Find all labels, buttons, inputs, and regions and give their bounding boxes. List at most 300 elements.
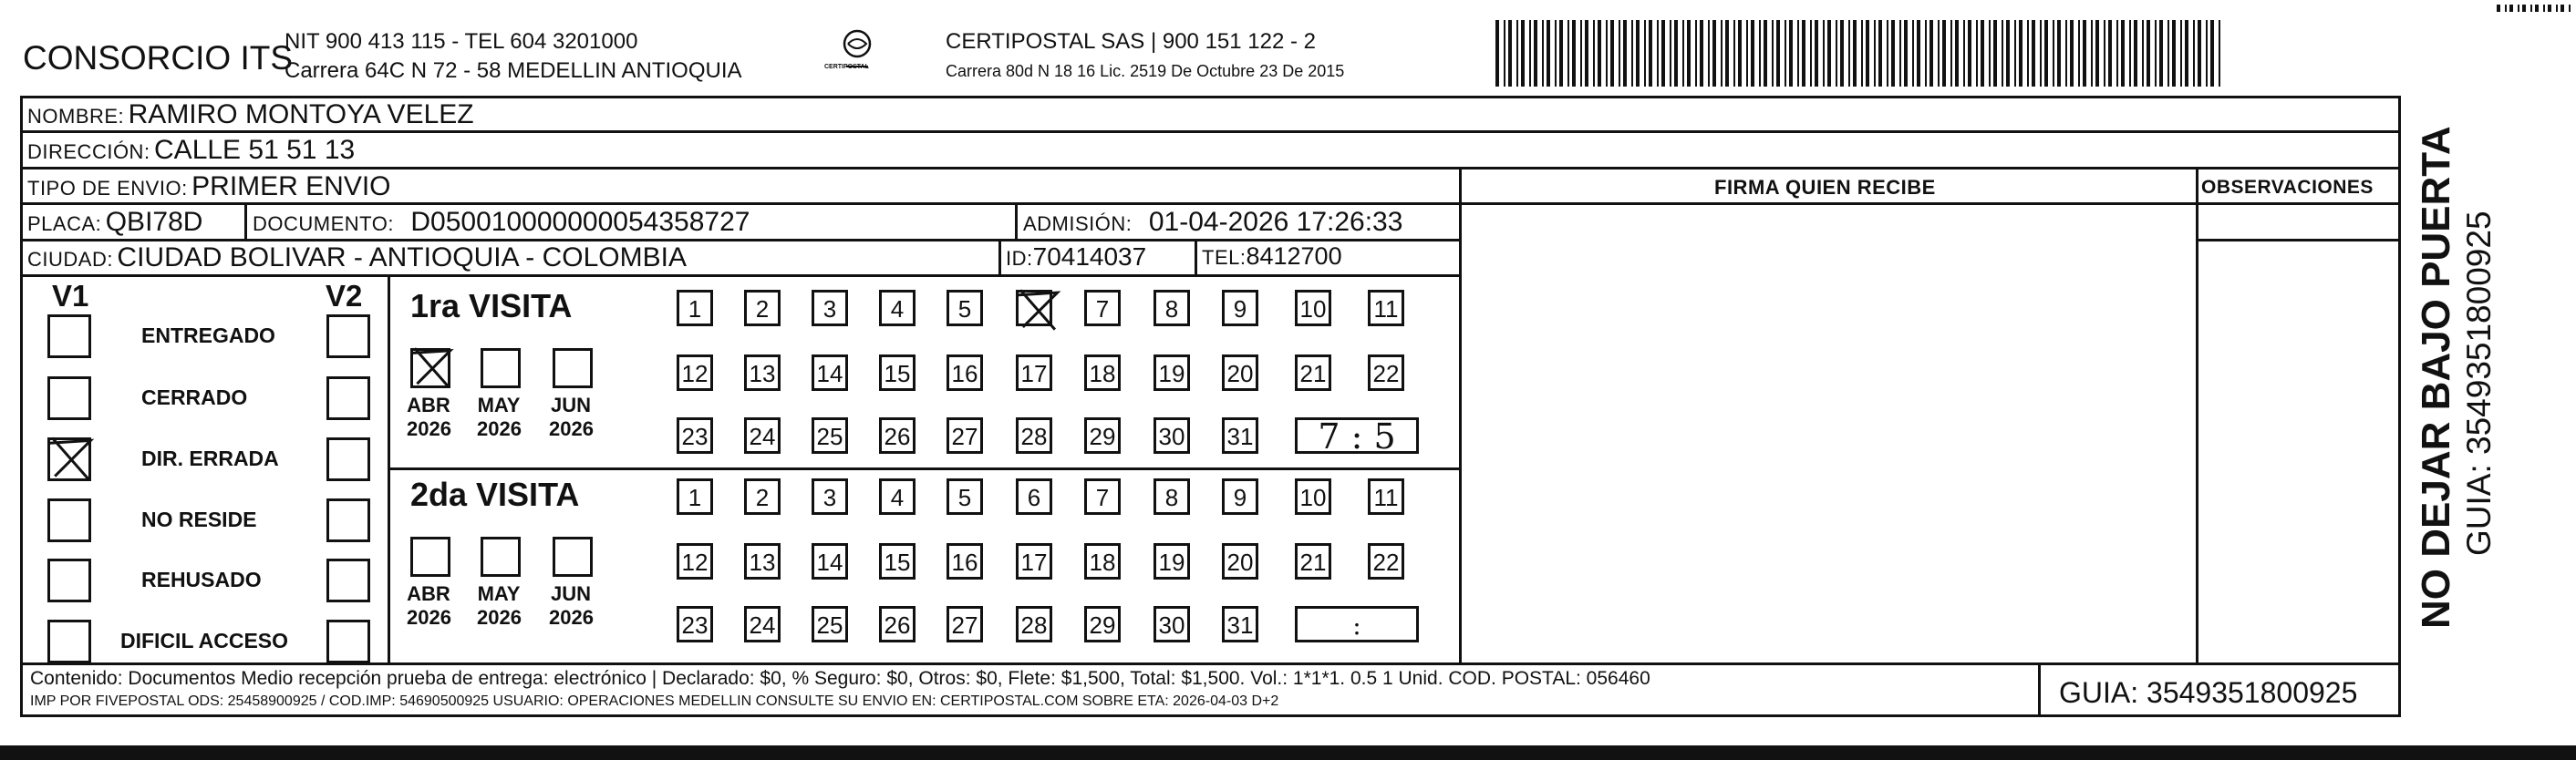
barcode-bar — [1968, 20, 1971, 87]
barcode-bar — [1981, 20, 1984, 87]
barcode-partial — [2497, 0, 2576, 7]
barcode-bar — [2057, 20, 2061, 87]
tipo-row — [27, 173, 391, 200]
status-v2-checkbox[interactable] — [326, 620, 370, 663]
direccion-row — [27, 137, 355, 164]
barcode-bar — [1751, 20, 1754, 87]
visit-day-number: 18 — [1089, 548, 1116, 576]
documento-value: D050010000000054358727 — [410, 207, 750, 237]
visit-day-number: 2 — [755, 483, 770, 511]
check-mark-icon — [408, 344, 455, 391]
barcode-bar — [1712, 20, 1716, 87]
certipostal-logo — [821, 27, 894, 77]
visit-day-box[interactable] — [812, 354, 848, 391]
visit-day-box[interactable] — [1084, 354, 1121, 391]
visit-day-number: 30 — [1158, 422, 1185, 450]
barcode-bar — [1670, 20, 1671, 87]
visit-day-box[interactable] — [1368, 478, 1404, 515]
visit-day-box[interactable] — [947, 606, 983, 642]
footer-line1: Contenido: Documentos Medio recepción prueba de entrega: electrónico | Declarado: $0, % Seguro: $0, Otros: $0, Flete: $1,500, Total: $1,500. Vol.: 1*1*1. 0.5 1 Unid. COD. POSTAL: 056460 — [30, 668, 1650, 689]
barcode-bar — [1529, 20, 1531, 87]
barcode-bar — [1721, 20, 1723, 87]
certipostal-name: CERTIPOSTAL SAS | 900 151 122 - 2 — [946, 29, 1316, 54]
barcode-bar — [1925, 20, 1927, 87]
barcode-bar — [2121, 20, 2125, 87]
bottom-edge — [0, 745, 2576, 760]
visit-day-box[interactable] — [1084, 478, 1121, 515]
barcode-bar — [1623, 20, 1627, 87]
barcode-bar — [1823, 20, 1825, 87]
barcode-bar — [2134, 20, 2137, 87]
visit-month-label: MAY 2026 — [477, 394, 522, 441]
barcode-bar — [1542, 20, 1544, 87]
visit-day-number: 24 — [749, 422, 776, 450]
barcode-bar — [1636, 20, 1640, 87]
visit-day-box[interactable] — [744, 606, 781, 642]
visit-day-box[interactable] — [677, 290, 713, 326]
visit-month-label: JUN 2026 — [549, 394, 594, 441]
visit-day-box[interactable] — [879, 290, 916, 326]
visit-month-label: ABR 2026 — [407, 582, 451, 630]
barcode-bar — [2044, 20, 2048, 87]
admision-label: ADMISIÓN: — [1023, 212, 1133, 235]
visit-day-number: 28 — [1020, 422, 1048, 450]
visit-day-box[interactable] — [1222, 354, 1258, 391]
barcode-bar — [1810, 20, 1812, 87]
visit-month-checkbox[interactable] — [481, 348, 521, 388]
barcode-bar — [1776, 20, 1780, 87]
visit-day-box[interactable] — [947, 543, 983, 580]
barcode-bar — [2193, 20, 2195, 87]
barcode-bar — [1495, 20, 1499, 87]
visit-day-box[interactable] — [677, 543, 713, 580]
status-v1-checkbox[interactable] — [47, 620, 91, 663]
barcode-bar — [1559, 20, 1563, 87]
barcode-bar — [2070, 20, 2074, 87]
visit-day-number: 26 — [884, 611, 911, 639]
id-value: 70414037 — [1032, 242, 1147, 271]
status-v2-checkbox[interactable] — [326, 376, 370, 420]
barcode-bar — [2014, 20, 2016, 87]
status-label: NO RESIDE — [141, 508, 257, 531]
visit-day-number: 27 — [951, 611, 978, 639]
visit-day-number: 8 — [1164, 294, 1179, 323]
visit-day-number: 10 — [1299, 483, 1327, 511]
tel-value: 8412700 — [1246, 242, 1342, 270]
visit-day-number: 19 — [1158, 548, 1185, 576]
visit-day-number: 30 — [1158, 611, 1185, 639]
barcode-bar — [2185, 20, 2188, 87]
visit-day-number: 20 — [1226, 548, 1254, 576]
status-v1-checkbox[interactable] — [47, 559, 91, 602]
visit-day-number: 11 — [1373, 483, 1399, 511]
barcode-bar — [1649, 20, 1652, 87]
barcode-bar — [2210, 20, 2214, 87]
visit-day-number: 22 — [1372, 548, 1400, 576]
visit-day-number: 16 — [951, 359, 978, 387]
visit-day-number: 5 — [957, 483, 972, 511]
barcode-bar — [1725, 20, 1729, 87]
barcode-bar — [2180, 20, 2182, 87]
check-mark-icon — [45, 433, 96, 484]
visit-day-number: 17 — [1020, 548, 1048, 576]
visit-day-box[interactable] — [1016, 606, 1052, 642]
side-guia: GUIA: 3549351800925 — [2460, 211, 2498, 556]
visit-day-number: 18 — [1089, 359, 1116, 387]
barcode-bar — [1912, 20, 1914, 87]
admision-value: 01-04-2026 17:26:33 — [1148, 207, 1403, 237]
visit-month-label: ABR 2026 — [407, 394, 451, 441]
tipo-label: TIPO DE ENVIO: — [27, 177, 188, 200]
nombre-row — [27, 101, 474, 128]
barcode-bar — [1534, 20, 1537, 87]
tipo-value: PRIMER ENVIO — [191, 171, 391, 201]
status-label: ENTREGADO — [141, 324, 275, 347]
visit-day-box[interactable] — [1222, 417, 1258, 454]
visit-day-box[interactable] — [677, 417, 713, 454]
visit-day-number: 2 — [755, 294, 770, 323]
visit-day-box[interactable] — [744, 478, 781, 515]
status-v1-checkbox[interactable] — [47, 437, 91, 481]
visit-day-number: 25 — [816, 422, 843, 450]
visit-day-number: 4 — [890, 294, 905, 323]
status-v2-checkbox[interactable] — [326, 498, 370, 542]
visit-day-number: 3 — [822, 483, 837, 511]
visit-day-box[interactable] — [1016, 417, 1052, 454]
barcode-bar — [1993, 20, 1997, 87]
v2-label: V2 — [326, 279, 363, 313]
visit-month-checkbox[interactable] — [410, 348, 450, 388]
barcode-bar — [1772, 20, 1774, 87]
visit-day-number: 27 — [951, 422, 978, 450]
visit-day-number: 20 — [1226, 359, 1254, 387]
barcode-bar — [2078, 20, 2080, 87]
barcode-bar — [1700, 20, 1703, 87]
barcode-bar — [1593, 20, 1595, 87]
barcode-bar — [2027, 20, 2029, 87]
logo-text: CERTIPOSTAL — [824, 64, 869, 70]
barcode-bar — [2095, 20, 2099, 87]
visit-day-box[interactable] — [1368, 354, 1404, 391]
visit-day-number: 28 — [1020, 611, 1048, 639]
company-address: Carrera 64C N 72 - 58 MEDELLIN ANTIOQUIA — [284, 58, 742, 83]
visit-day-box[interactable] — [1222, 478, 1258, 515]
direccion-value: CALLE 51 51 13 — [154, 135, 356, 165]
barcode-bar — [2104, 20, 2105, 87]
visit-day-box[interactable] — [879, 417, 916, 454]
visit-title: 2da VISITA — [410, 476, 580, 513]
visit-day-box[interactable] — [812, 478, 848, 515]
nombre-label: NOMBRE: — [27, 105, 125, 128]
visit-time-box[interactable]: 7 : 5 — [1295, 417, 1419, 454]
barcode-bar — [1567, 20, 1569, 87]
barcode-bar — [2530, 5, 2532, 12]
visit-day-box[interactable] — [1222, 606, 1258, 642]
barcode-bar — [1572, 20, 1576, 87]
status-v1-checkbox[interactable] — [47, 376, 91, 420]
barcode-bar — [1687, 20, 1691, 87]
visit-day-box[interactable] — [1154, 290, 1190, 326]
barcode-bar — [1504, 20, 1505, 87]
visit-day-box[interactable] — [879, 606, 916, 642]
observaciones-label: OBSERVACIONES — [2201, 177, 2374, 198]
visit-day-box[interactable] — [1154, 417, 1190, 454]
visit-day-number: 16 — [951, 548, 978, 576]
visit-day-box[interactable] — [1084, 290, 1121, 326]
check-mark-icon — [1013, 285, 1062, 334]
barcode-bar — [1661, 20, 1665, 87]
barcode-bar — [2108, 20, 2112, 87]
barcode-bar — [1657, 20, 1659, 87]
barcode-bar — [1963, 20, 1965, 87]
barcode-bar — [1606, 20, 1608, 87]
status-label: CERRADO — [141, 385, 248, 409]
visit-day-box[interactable] — [1222, 290, 1258, 326]
visit-day-number: 23 — [681, 611, 709, 639]
status-label: DIR. ERRADA — [141, 447, 279, 470]
barcode-bar — [2543, 5, 2545, 12]
visit-day-box[interactable] — [677, 354, 713, 391]
visit-day-number: 10 — [1299, 294, 1327, 323]
barcode-bar — [2535, 5, 2539, 12]
barcode-bar — [2518, 5, 2519, 12]
placa-row — [27, 209, 202, 236]
visit-day-box[interactable] — [812, 606, 848, 642]
barcode-bar — [1785, 20, 1786, 87]
status-v2-checkbox[interactable] — [326, 559, 370, 602]
barcode-bar — [1815, 20, 1818, 87]
barcode-bar — [1733, 20, 1735, 87]
barcode-bar — [1508, 20, 1512, 87]
ciudad-row — [27, 244, 687, 272]
v1-label: V1 — [52, 279, 89, 313]
visit-day-box[interactable] — [1295, 290, 1331, 326]
barcode-bar — [1738, 20, 1742, 87]
visit-day-box[interactable] — [812, 417, 848, 454]
barcode-bar — [1955, 20, 1959, 87]
barcode-bar — [1836, 20, 1837, 87]
visit-day-box[interactable] — [1154, 354, 1190, 391]
barcode-bar — [2505, 5, 2507, 12]
visit-day-number: 31 — [1226, 422, 1254, 450]
visit-day-box[interactable] — [947, 354, 983, 391]
firma-label: FIRMA QUIEN RECIBE — [1714, 176, 1936, 199]
placa-label: PLACA: — [27, 212, 102, 235]
barcode-bar — [2065, 20, 2067, 87]
id-label: ID: — [1006, 247, 1033, 270]
visit-day-number: 14 — [816, 359, 843, 387]
documento-label: DOCUMENTO: — [253, 212, 394, 235]
visit-month-checkbox[interactable] — [553, 348, 593, 388]
visit-day-number: 23 — [681, 422, 709, 450]
barcode-bar — [1695, 20, 1697, 87]
visit-day-box[interactable] — [744, 417, 781, 454]
barcode-bar — [1899, 20, 1901, 87]
barcode-bar — [1555, 20, 1557, 87]
visit-day-box[interactable] — [1016, 478, 1052, 515]
visit-day-box[interactable] — [947, 290, 983, 326]
visit-day-number: 25 — [816, 611, 843, 639]
visit-day-number: 12 — [681, 359, 709, 387]
barcode-bar — [1929, 20, 1933, 87]
barcode-bar — [1904, 20, 1908, 87]
barcode-bar — [2091, 20, 2093, 87]
visit-day-box[interactable] — [677, 478, 713, 515]
ciudad-label: CIUDAD: — [27, 248, 113, 271]
company-name: CONSORCIO ITS — [23, 39, 294, 77]
barcode-bar — [2083, 20, 2086, 87]
status-v1-checkbox[interactable] — [47, 314, 91, 358]
visit-day-number: 15 — [884, 359, 911, 387]
visit-day-box[interactable] — [1016, 290, 1052, 326]
visit-day-number: 24 — [749, 611, 776, 639]
visit-day-box[interactable] — [1295, 354, 1331, 391]
visit-day-box[interactable] — [1154, 543, 1190, 580]
visit-day-box[interactable] — [1016, 543, 1052, 580]
barcode-bar — [1580, 20, 1582, 87]
id-row — [1006, 244, 1146, 270]
barcode-bar — [1950, 20, 1952, 87]
barcode-bar — [2522, 5, 2526, 12]
visit-day-box[interactable] — [1084, 543, 1121, 580]
barcode-bar — [1682, 20, 1684, 87]
barcode-bar — [2198, 20, 2201, 87]
barcode-bar — [1644, 20, 1646, 87]
visit-day-box[interactable] — [812, 290, 848, 326]
barcode-bar — [1521, 20, 1525, 87]
documento-row — [253, 209, 750, 236]
status-v2-checkbox[interactable] — [326, 437, 370, 481]
visit-day-number: 11 — [1373, 294, 1399, 323]
barcode-bar — [1516, 20, 1518, 87]
visit-day-box[interactable] — [744, 543, 781, 580]
visit-day-number: 3 — [822, 294, 837, 323]
barcode-bar — [1585, 20, 1588, 87]
visit-day-number: 1 — [688, 294, 702, 323]
barcode-bar — [1764, 20, 1767, 87]
barcode-bar — [1891, 20, 1895, 87]
barcode-bar — [1861, 20, 1863, 87]
admision-row — [1023, 209, 1402, 236]
barcode-bar — [2219, 20, 2220, 87]
barcode-bar — [1631, 20, 1633, 87]
visit-day-number: 21 — [1299, 548, 1327, 576]
barcode-bar — [2019, 20, 2023, 87]
barcode-bar — [1619, 20, 1620, 87]
certipostal-address: Carrera 80d N 18 16 Lic. 2519 De Octubre 23 De 2015 — [946, 62, 1345, 80]
barcode-bar — [1797, 20, 1799, 87]
visit-day-box[interactable] — [1084, 606, 1121, 642]
visit-day-box[interactable] — [947, 417, 983, 454]
barcode-bar — [1887, 20, 1888, 87]
visit-day-box[interactable] — [744, 290, 781, 326]
barcode-bar — [1610, 20, 1614, 87]
tel-label: TEL: — [1202, 246, 1247, 269]
barcode-bar — [2040, 20, 2042, 87]
ciudad-value: CIUDAD BOLIVAR - ANTIOQUIA - COLOMBIA — [117, 242, 687, 272]
barcode-bar — [2006, 20, 2010, 87]
barcode-bar — [2159, 20, 2163, 87]
footer-guia: GUIA: 3549351800925 — [2059, 676, 2358, 709]
visit-day-box[interactable] — [1154, 478, 1190, 515]
company-nit-tel: NIT 900 413 115 - TEL 604 3201000 — [284, 29, 638, 54]
visit-day-number: 12 — [681, 548, 709, 576]
barcode-bar — [1547, 20, 1550, 87]
status-v2-checkbox[interactable] — [326, 314, 370, 358]
barcode-bar — [1866, 20, 1869, 87]
footer-line2: IMP POR FIVEPOSTAL ODS: 25458900925 / COD.IMP: 54690500925 USUARIO: OPERACIONES MEDELLIN CONSULTE SU ENVIO EN: CERTIPOSTAL.COM SOBRE ETA: 2026-04-03 D+2 — [30, 693, 1279, 709]
barcode-bar — [1942, 20, 1946, 87]
barcode — [1495, 20, 2225, 87]
barcode-bar — [2116, 20, 2118, 87]
nombre-value: RAMIRO MONTOYA VELEZ — [128, 99, 474, 129]
tel-row — [1202, 244, 1342, 269]
visit-day-box[interactable] — [1368, 543, 1404, 580]
direccion-label: DIRECCIÓN: — [27, 140, 150, 163]
visit-month-checkbox[interactable] — [410, 537, 450, 577]
visit-day-number: 9 — [1233, 483, 1247, 511]
visit-month-checkbox[interactable] — [553, 537, 593, 577]
visit-day-box[interactable] — [744, 354, 781, 391]
visit-day-number: 22 — [1372, 359, 1400, 387]
barcode-bar — [2167, 20, 2169, 87]
barcode-bar — [1827, 20, 1831, 87]
barcode-bar — [1598, 20, 1601, 87]
status-v1-checkbox[interactable] — [47, 498, 91, 542]
visit-day-number: 7 — [1095, 483, 1110, 511]
visit-day-box[interactable] — [1368, 290, 1404, 326]
barcode-bar — [2147, 20, 2150, 87]
barcode-bar — [1917, 20, 1920, 87]
barcode-bar — [1746, 20, 1748, 87]
visit-month-label: JUN 2026 — [549, 582, 594, 630]
visit-day-box[interactable] — [879, 354, 916, 391]
barcode-bar — [2497, 5, 2500, 12]
visit-day-number: 13 — [749, 548, 776, 576]
status-label: REHUSADO — [141, 568, 262, 591]
barcode-bar — [2129, 20, 2131, 87]
visit-day-number: 6 — [1027, 483, 1041, 511]
barcode-bar — [1878, 20, 1882, 87]
visit-day-number: 21 — [1299, 359, 1327, 387]
visit-day-box[interactable] — [1154, 606, 1190, 642]
barcode-bar — [1938, 20, 1940, 87]
barcode-bar — [2556, 5, 2558, 12]
visit-day-box[interactable] — [879, 543, 916, 580]
visit-day-box[interactable] — [879, 478, 916, 515]
barcode-bar — [2172, 20, 2176, 87]
barcode-bar — [2206, 20, 2208, 87]
visit-day-box[interactable] — [1084, 417, 1121, 454]
visit-day-number: 29 — [1089, 611, 1116, 639]
visit-day-box[interactable] — [1016, 354, 1052, 391]
visit-day-number: 17 — [1020, 359, 1048, 387]
visit-day-box[interactable] — [1295, 543, 1331, 580]
visit-day-number: 1 — [688, 483, 702, 511]
visit-day-box[interactable] — [947, 478, 983, 515]
barcode-bar — [2053, 20, 2054, 87]
barcode-bar — [2560, 5, 2564, 12]
barcode-bar — [2002, 20, 2003, 87]
barcode-bar — [2509, 5, 2513, 12]
visit-day-box[interactable] — [677, 606, 713, 642]
barcode-bar — [1848, 20, 1850, 87]
visit-time-box[interactable]: : — [1295, 606, 1419, 642]
visit-day-box[interactable] — [1295, 478, 1331, 515]
visit-day-box[interactable] — [812, 543, 848, 580]
visit-month-checkbox[interactable] — [481, 537, 521, 577]
visit-day-box[interactable] — [1222, 543, 1258, 580]
